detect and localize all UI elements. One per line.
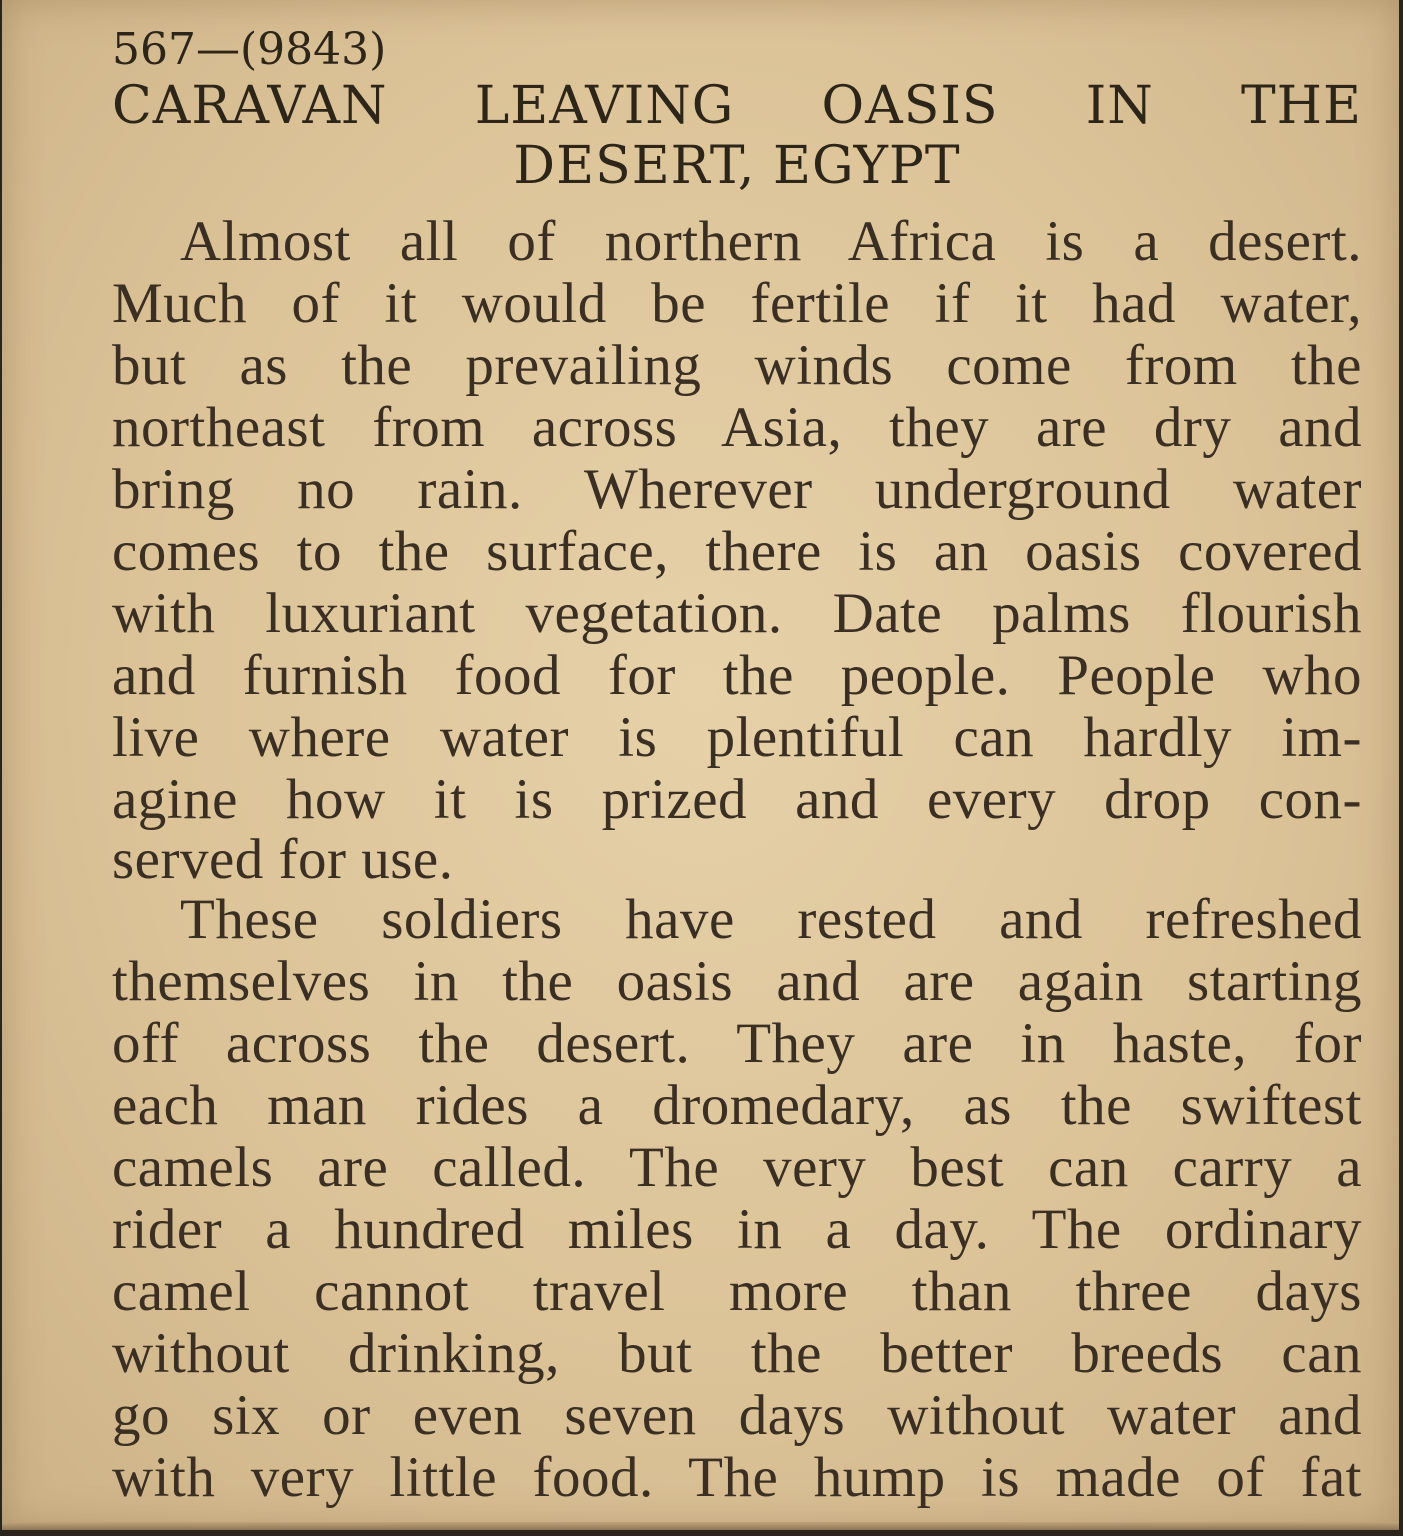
paragraph-line: off across the desert. They are in haste, for	[112, 1012, 1362, 1075]
paragraph-line: with very little food. The hump is made of fat	[112, 1446, 1362, 1509]
title-line-1: CARAVAN LEAVING OASIS IN THE	[112, 76, 1362, 136]
paragraph-line: Much of it would be fertile if it had water,	[112, 272, 1362, 335]
paragraph-line: with luxuriant vegetation. Date palms flourish	[112, 582, 1362, 645]
paragraph-line: agine how it is prized and every drop con-	[112, 768, 1362, 831]
paragraph-line: northeast from across Asia, they are dry and	[112, 396, 1362, 459]
paragraph-line: Almost all of northern Africa is a desert.	[180, 210, 1362, 273]
paragraph-line: and furnish food for the people. People who	[112, 644, 1362, 707]
paragraph-line: themselves in the oasis and are again starting	[112, 950, 1362, 1013]
title-line-2: DESERT, EGYPT	[513, 136, 961, 196]
paragraph-line: camels are called. The very best can carry a	[112, 1136, 1362, 1199]
paragraph-line: but as the prevailing winds come from the	[112, 334, 1362, 397]
catalog-number: 567—(9843)	[112, 24, 387, 75]
paragraph-line: comes to the surface, there is an oasis covered	[112, 520, 1362, 583]
paragraph-line: rider a hundred miles in a day. The ordinary	[112, 1198, 1362, 1261]
paragraph-line: served for use.	[112, 828, 454, 891]
card-bottom-edge	[2, 1522, 1399, 1530]
paragraph-line: bring no rain. Wherever underground water	[112, 458, 1362, 521]
paragraph-line: without drinking, but the better breeds can	[112, 1322, 1362, 1385]
paragraph-line: go six or even seven days without water and	[112, 1384, 1362, 1447]
paragraph-line: camel cannot travel more than three days	[112, 1260, 1362, 1323]
stereoview-back-card	[2, 0, 1399, 1530]
paragraph-line: These soldiers have rested and refreshed	[180, 888, 1362, 951]
paragraph-line: live where water is plentiful can hardly im-	[112, 706, 1362, 769]
paragraph-line: each man rides a dromedary, as the swiftest	[112, 1074, 1362, 1137]
